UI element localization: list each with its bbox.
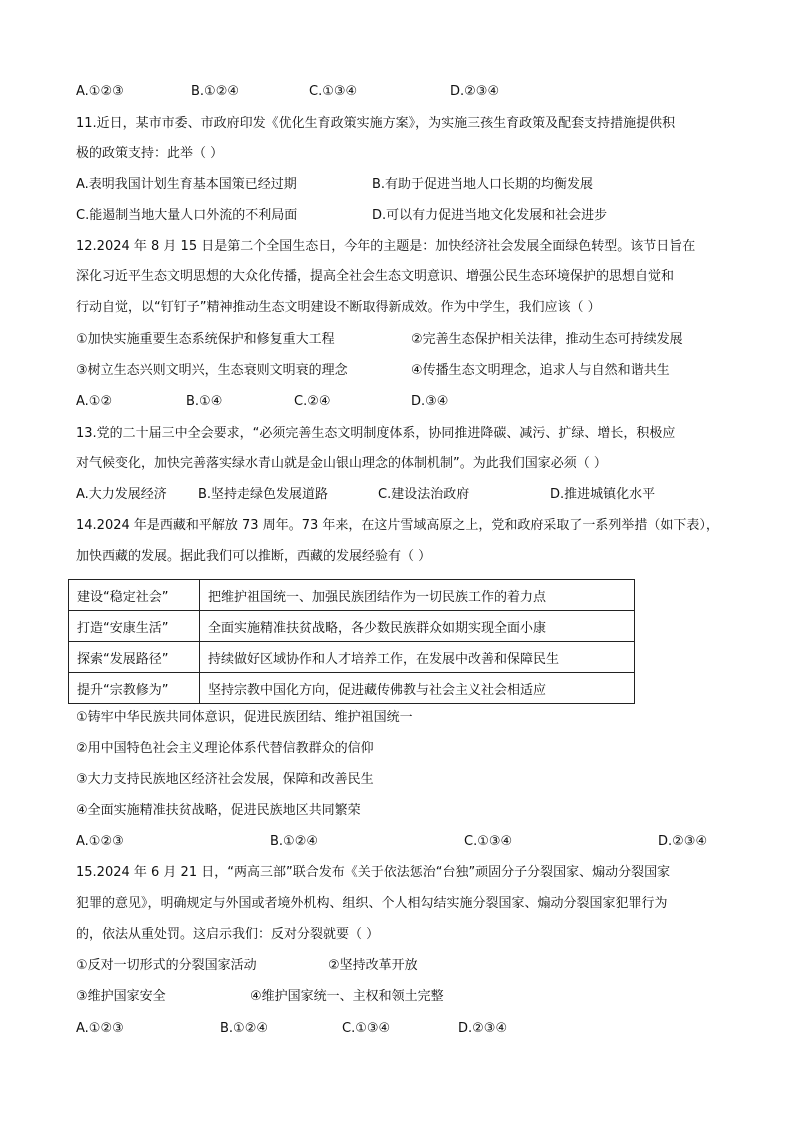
table-cell-label: 探索“发展路径” — [69, 642, 200, 673]
q13-option-d[interactable]: D.推进城镇化水平 — [550, 487, 656, 502]
q12-option-a[interactable]: A.①② — [76, 394, 113, 409]
q14-option-c[interactable]: C.①③④ — [464, 834, 513, 849]
q12-stem-line-1: 12.2024 年 8 月 15 日是第二个全国生态日，今年的主题是：加快经济社会发展全面绿色转型。该节日旨在 — [76, 239, 696, 254]
table-row — [69, 673, 635, 704]
q11-option-b[interactable]: B.有助于促进当地人口长期的均衡发展 — [372, 177, 594, 192]
q14-item-3: ③大力支持民族地区经济社会发展，保障和改善民生 — [76, 772, 374, 787]
table-row — [69, 642, 635, 673]
q13-option-a[interactable]: A.大力发展经济 — [76, 487, 167, 502]
q12-options — [76, 393, 734, 411]
q12-stem-line-3: 行动自觉，以“钉钉子”精神推动生态文明建设不断取得新成效。作为中学生，我们应该（ ） — [76, 300, 601, 315]
q15-item-1: ①反对一切形式的分裂国家活动 — [76, 958, 257, 973]
q11-options-row-2 — [76, 207, 734, 225]
q11-option-c[interactable]: C.能遏制当地大量人口外流的不利局面 — [76, 208, 298, 223]
table-row — [69, 611, 635, 642]
q15-stem-line-1: 15.2024 年 6 月 21 日，“两高三部”联合发布《关于依法惩治“台独”顽固分子分裂国家、煽动分裂国家 — [76, 865, 671, 880]
q12-item-4: ④传播生态文明理念，追求人与自然和谐共生 — [411, 363, 670, 378]
q10-options — [76, 83, 734, 101]
q14-options — [76, 833, 734, 851]
q15-stem-line-3: 的，依法从重处罚。这启示我们：反对分裂就要（ ） — [76, 927, 380, 942]
q15-item-2: ②坚持改革开放 — [328, 958, 418, 973]
q11-stem-line-2: 极的政策支持：此举（ ） — [76, 146, 224, 161]
q12-item-3: ③树立生态兴则文明兴，生态衰则文明衰的理念 — [76, 363, 348, 378]
q15-option-d[interactable]: D.②③④ — [458, 1021, 508, 1036]
q14-stem-line-1: 14.2024 年是西藏和平解放 73 周年。73 年来，在这片雪域高原之上，党和政府采取了一系列举措（如下表）， — [76, 518, 719, 533]
q14-option-a[interactable]: A.①②③ — [76, 834, 124, 849]
q13-option-b[interactable]: B.坚持走绿色发展道路 — [198, 487, 329, 502]
table-cell-content: 全面实施精准扶贫战略，各少数民族群众如期实现全面小康 — [200, 611, 635, 642]
q10-option-b[interactable]: B.①②④ — [191, 84, 240, 99]
table-cell-label: 提升“宗教修为” — [69, 673, 200, 704]
q11-options-row-1 — [76, 176, 734, 194]
q12-item-2: ②完善生态保护相关法律，推动生态可持续发展 — [411, 332, 683, 347]
table-cell-label: 打造“安康生活” — [69, 611, 200, 642]
q12-option-b[interactable]: B.①④ — [186, 394, 223, 409]
q15-items-row-1 — [76, 957, 734, 975]
q13-options — [76, 486, 734, 504]
table-row — [69, 580, 635, 611]
q15-stem-line-2: 犯罪的意见》，明确规定与外国或者境外机构、组织、个人相勾结实施分裂国家、煽动分裂国家犯罪行为 — [76, 896, 668, 911]
q12-option-c[interactable]: C.②④ — [294, 394, 331, 409]
q13-stem-line-2: 对气候变化，加快完善落实绿水青山就是金山银山理念的体制机制”。为此我们国家必须（ ） — [76, 456, 607, 471]
table-cell-content: 持续做好区域协作和人才培养工作，在发展中改善和保障民生 — [200, 642, 635, 673]
q15-item-4: ④维护国家统一、主权和领土完整 — [250, 989, 444, 1004]
q12-items-row-1 — [76, 331, 734, 349]
q14-item-4: ④全面实施精准扶贫战略，促进民族地区共同繁荣 — [76, 803, 361, 818]
q15-options — [76, 1020, 734, 1038]
q10-option-c[interactable]: C.①③④ — [309, 84, 358, 99]
q10-option-d[interactable]: D.②③④ — [450, 84, 500, 99]
q14-option-b[interactable]: B.①②④ — [270, 834, 319, 849]
q15-option-b[interactable]: B.①②④ — [220, 1021, 269, 1036]
q14-item-2: ②用中国特色社会主义理论体系代替信教群众的信仰 — [76, 741, 374, 756]
q14-stem-line-2: 加快西藏的发展。据此我们可以推断，西藏的发展经验有（ ） — [76, 549, 432, 564]
q14-option-d[interactable]: D.②③④ — [658, 834, 708, 849]
q12-option-d[interactable]: D.③④ — [411, 394, 449, 409]
q10-option-a[interactable]: A.①②③ — [76, 84, 124, 99]
q12-stem-line-2: 深化习近平生态文明思想的大众化传播，提高全社会生态文明意识、增强公民生态环境保护的思想自觉和 — [76, 269, 675, 284]
q15-items-row-2 — [76, 988, 734, 1006]
table-cell-label: 建设“稳定社会” — [69, 580, 200, 611]
q14-item-1: ①铸牢中华民族共同体意识，促进民族团结、维护祖国统一 — [76, 710, 413, 725]
table-cell-content: 把维护祖国统一、加强民族团结作为一切民族工作的着力点 — [200, 580, 635, 611]
q15-option-a[interactable]: A.①②③ — [76, 1021, 124, 1036]
q11-option-a[interactable]: A.表明我国计划生育基本国策已经过期 — [76, 177, 297, 192]
q14-measures-table — [68, 579, 635, 704]
q13-stem-line-1: 13.党的二十届三中全会要求，“必须完善生态文明制度体系，协同推进降碳、减污、扩绿、增长，积极应 — [76, 426, 676, 441]
q12-item-1: ①加快实施重要生态系统保护和修复重大工程 — [76, 332, 335, 347]
table-cell-content: 坚持宗教中国化方向，促进藏传佛教与社会主义社会相适应 — [200, 673, 635, 704]
q13-option-c[interactable]: C.建设法治政府 — [378, 487, 470, 502]
q15-item-3: ③维护国家安全 — [76, 989, 166, 1004]
q11-stem-line-1: 11.近日，某市市委、市政府印发《优化生育政策实施方案》，为实施三孩生育政策及配套支持措施提供积 — [76, 116, 676, 131]
q12-items-row-2 — [76, 362, 734, 380]
q15-option-c[interactable]: C.①③④ — [342, 1021, 391, 1036]
q11-option-d[interactable]: D.可以有力促进当地文化发展和社会进步 — [372, 208, 608, 223]
